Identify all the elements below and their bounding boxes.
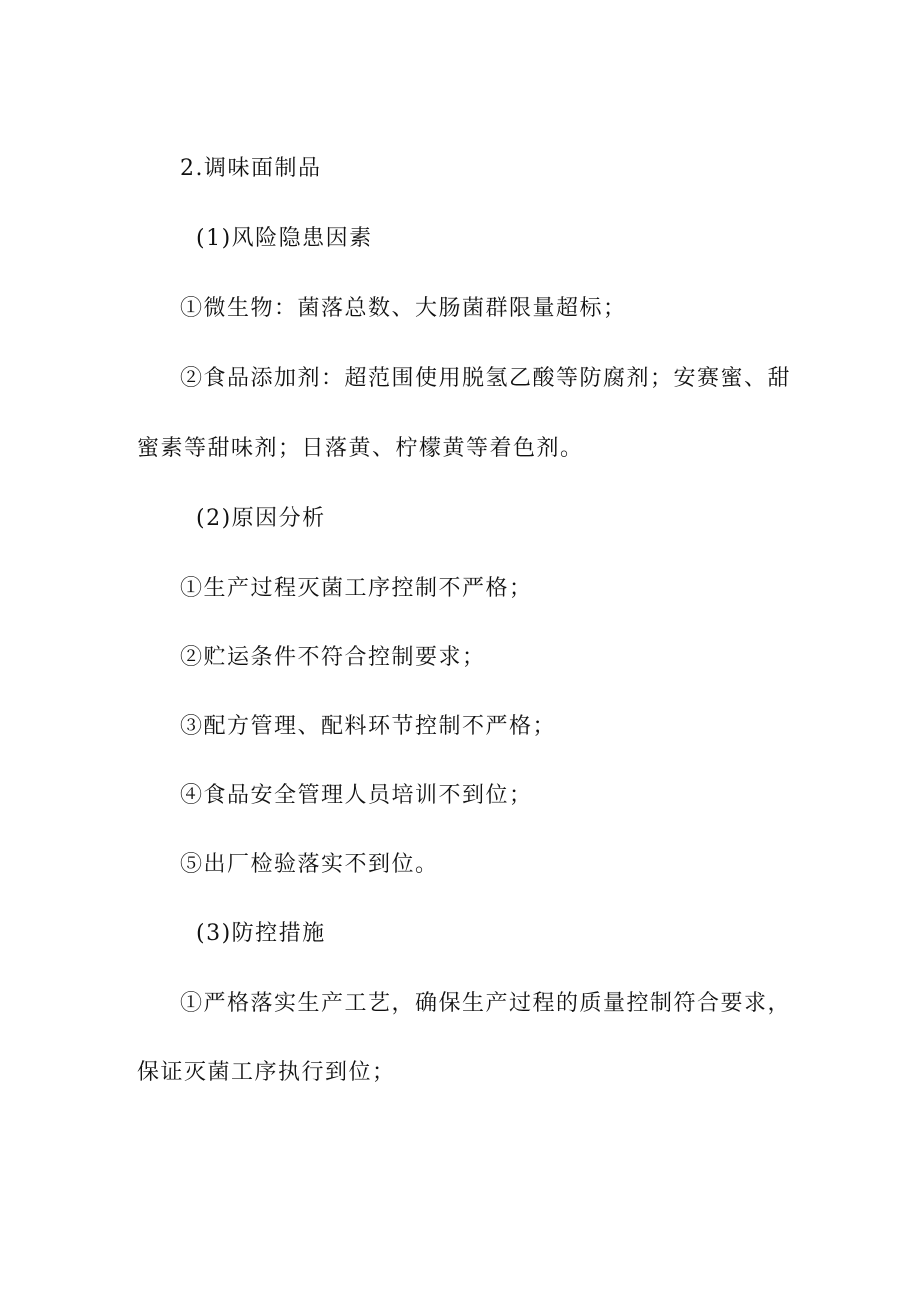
list-item: ⑤出厂检验落实不到位。 [180,852,439,877]
list-item: ②食品添加剂：超范围使用脱氢乙酸等防腐剂；安赛蜜、甜 [180,366,792,391]
list-item: ①严格落实生产工艺，确保生产过程的质量控制符合要求， [180,991,792,1016]
subsection-title-cause-analysis: (2)原因分析 [196,506,326,531]
section-title: 2.调味面制品 [180,156,322,181]
list-item: ②贮运条件不符合控制要求； [180,645,486,670]
list-item: ④食品安全管理人员培训不到位； [180,783,533,808]
subsection-title-control-measures: (3)防控措施 [196,921,326,946]
list-item-continuation: 保证灭菌工序执行到位； [137,1060,396,1085]
list-item: ①生产过程灭菌工序控制不严格； [180,576,533,601]
list-item: ①微生物：菌落总数、大肠菌群限量超标； [180,296,627,321]
list-item: ③配方管理、配料环节控制不严格； [180,714,557,739]
subsection-title-risk-factors: (1)风险隐患因素 [196,226,373,251]
list-item-continuation: 蜜素等甜味剂；日落黄、柠檬黄等着色剂。 [137,436,584,461]
